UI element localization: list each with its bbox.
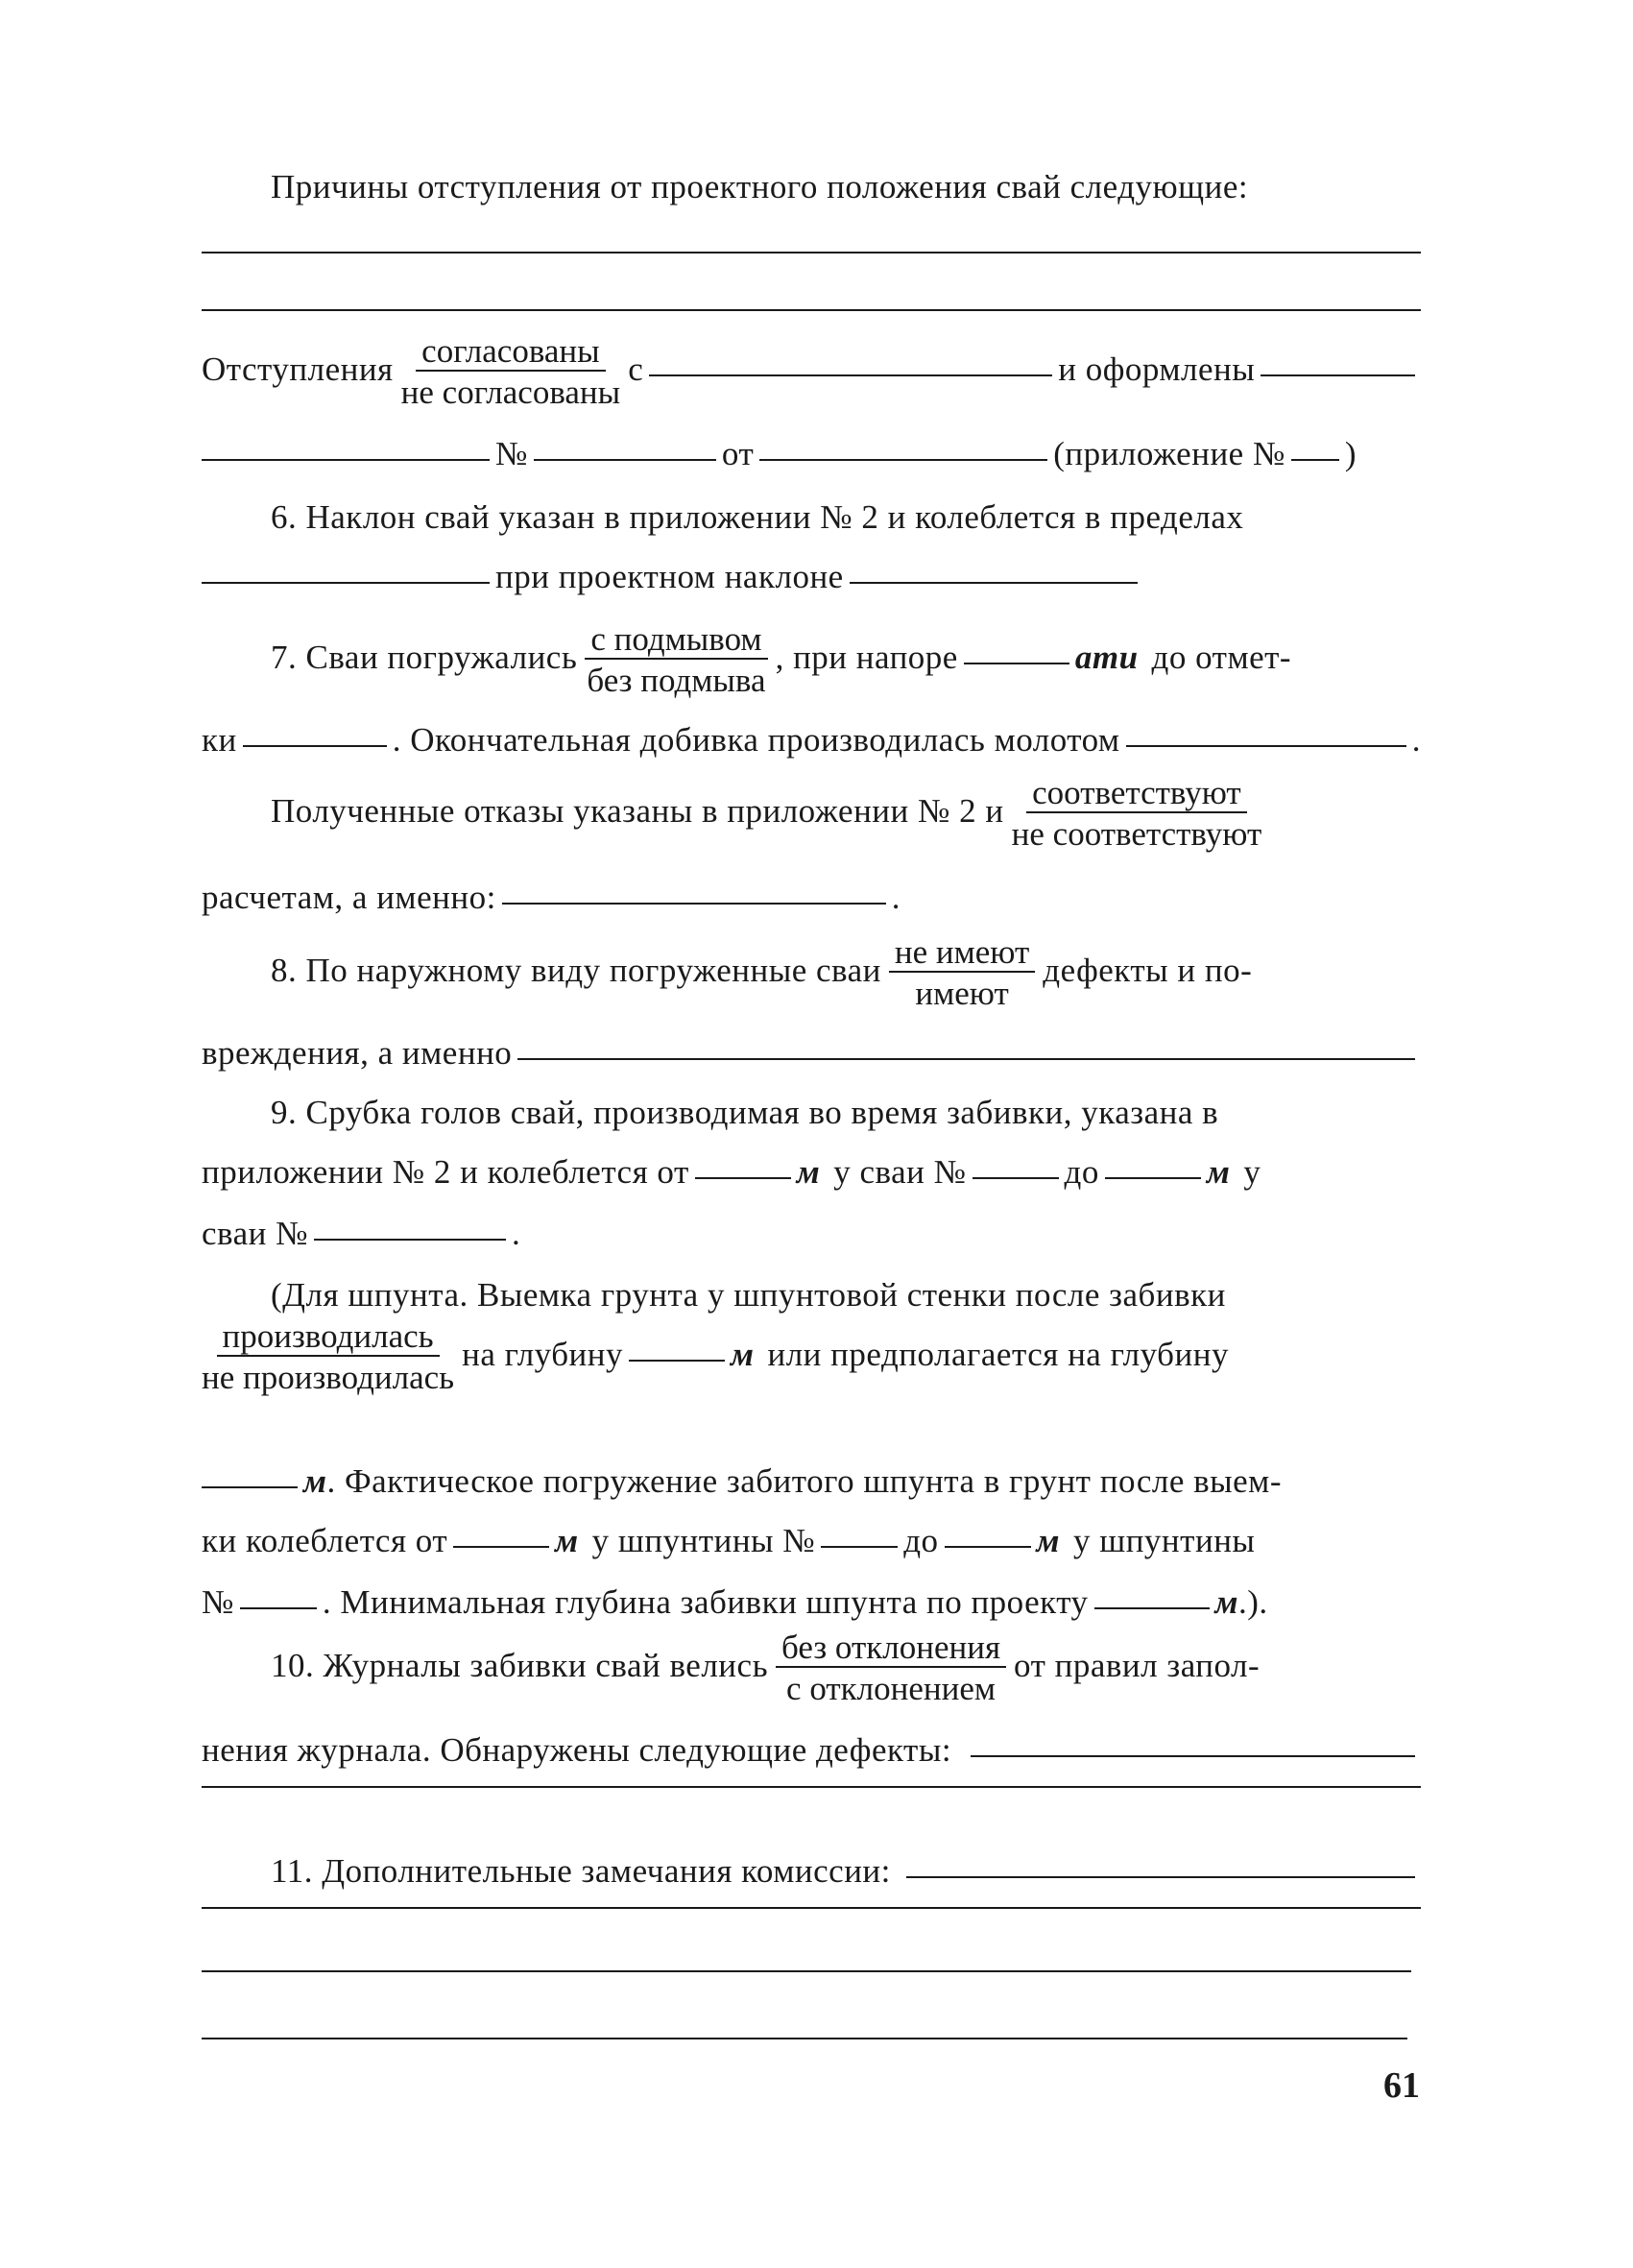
item-11-line (271, 1838, 1421, 1888)
unit-label: м (1036, 1522, 1060, 1559)
item-9-line (271, 1079, 1421, 1129)
item-9-cont (202, 1139, 1421, 1189)
deviation-fraction (776, 1630, 1006, 1705)
unit-label: м (731, 1336, 755, 1373)
to-label: до (903, 1522, 939, 1559)
number-sign: № (202, 1583, 234, 1621)
sheet-pile-line (271, 1262, 1421, 1312)
depth-label: на глубину (462, 1336, 623, 1373)
unit-label: м (555, 1522, 579, 1559)
fill-blank[interactable] (517, 1058, 1415, 1060)
unit-label: м (1206, 1153, 1231, 1191)
fill-blank[interactable] (202, 459, 490, 461)
fraction-numerator: производилась (217, 1319, 440, 1357)
unit-label: м (796, 1153, 821, 1191)
blank-line (202, 309, 1421, 311)
min-depth-label: . Минимальная глубина забивки шпунта по проекту (322, 1583, 1089, 1621)
refusals-line (271, 774, 1421, 853)
mark-label: до отмет- (1151, 639, 1292, 676)
document-ref-line (202, 421, 1421, 470)
unit-label: ати (1074, 639, 1139, 676)
item-8-cont (202, 1020, 1421, 1070)
blank-line (202, 2038, 1407, 2039)
period: . (1411, 721, 1421, 759)
fill-blank[interactable] (759, 459, 1047, 461)
fill-blank[interactable] (695, 1177, 791, 1179)
item-9-cont2 (202, 1200, 1421, 1250)
fill-blank[interactable] (850, 582, 1138, 584)
period: . (891, 879, 901, 916)
at-label: у (1243, 1153, 1261, 1191)
defects-label: дефекты и по- (1043, 952, 1253, 989)
from-label: от (721, 435, 755, 472)
fill-blank[interactable] (453, 1546, 549, 1548)
fill-blank[interactable] (314, 1239, 506, 1241)
blank-line (202, 1786, 1421, 1788)
damages-label: вреждения, а именно (202, 1034, 513, 1072)
fill-blank[interactable] (821, 1546, 898, 1548)
fraction-denominator: не соответствуют (1011, 815, 1262, 853)
blank-line (202, 252, 1421, 253)
actual-driving-label: . Фактическое погружение забитого шпунта в грунт после выем- (326, 1462, 1282, 1500)
fraction-denominator: с отклонением (786, 1670, 997, 1707)
item-7-line (271, 620, 1421, 699)
fill-blank[interactable] (971, 1755, 1415, 1757)
fill-blank[interactable] (973, 1177, 1059, 1179)
fill-blank[interactable] (649, 374, 1052, 376)
unit-label: м (303, 1462, 327, 1500)
with-label: с (628, 350, 644, 388)
fill-blank[interactable] (1291, 459, 1339, 461)
pile-no-label: сваи № (202, 1215, 309, 1252)
item-10-line (271, 1629, 1421, 1707)
excavation-fraction (202, 1319, 454, 1394)
item-8-text: 8. По наружному виду погруженные сваи (271, 952, 881, 989)
fraction-denominator: без подмыва (587, 662, 766, 699)
sheet-pile-actual-line (202, 1448, 1421, 1498)
fill-blank[interactable] (1126, 745, 1406, 747)
deviations-label: Отступления (202, 350, 394, 388)
sheet-pile-text: (Для шпунта. Выемка грунта у шпунтовой стенки после забивки (271, 1276, 1226, 1314)
period: . (512, 1215, 521, 1252)
calculations-label: расчетам, а именно: (202, 879, 496, 916)
sheet-pile-range-line (202, 1508, 1421, 1557)
causes-heading-line (271, 154, 1421, 204)
close-paren: .). (1238, 1583, 1268, 1621)
item-8-line (271, 933, 1421, 1012)
close-paren: ) (1344, 435, 1357, 472)
item-10-text: 10. Журналы забивки свай велись (271, 1647, 769, 1684)
sheet-pile-depth-line (202, 1317, 1421, 1396)
item-7-cont (202, 707, 1421, 757)
agreed-fraction (401, 334, 621, 409)
fill-blank[interactable] (964, 663, 1069, 664)
fill-blank[interactable] (629, 1360, 725, 1362)
item-7-cont-a: ки (202, 721, 237, 759)
fill-blank[interactable] (202, 582, 490, 584)
fill-blank[interactable] (1094, 1607, 1210, 1609)
item-6-text: 6. Наклон свай указан в приложении № 2 и колеблется в пределах (271, 498, 1244, 536)
defects-found-label: нения журнала. Обнаружены следующие дефекты: (202, 1731, 952, 1769)
fraction-numerator: не имеют (889, 935, 1035, 973)
unit-label: м (1214, 1583, 1239, 1621)
fill-blank[interactable] (1105, 1177, 1201, 1179)
fraction-denominator: имеют (915, 975, 1009, 1012)
fill-blank[interactable] (243, 745, 387, 747)
item-6-cont (202, 543, 1421, 593)
fill-blank[interactable] (945, 1546, 1031, 1548)
fill-blank[interactable] (502, 903, 886, 905)
page-number: 61 (1383, 2065, 1420, 2106)
fraction-numerator: с подмывом (585, 622, 767, 660)
appendix-label: (приложение № (1053, 435, 1285, 472)
item-7-text: 7. Сваи погружались (271, 639, 578, 676)
fill-blank[interactable] (906, 1876, 1415, 1878)
sheet-no-label: у шпунтины № (591, 1522, 816, 1559)
to-label: до (1064, 1153, 1099, 1191)
item-6-line (271, 484, 1421, 534)
pile-no-label: у сваи № (833, 1153, 967, 1191)
fraction-numerator: без отклонения (776, 1630, 1006, 1668)
expected-depth-label: или предполагается на глубину (767, 1336, 1229, 1373)
sheet-pile-min-line (202, 1569, 1421, 1619)
fraction-denominator: не согласованы (400, 374, 621, 411)
defects-fraction (889, 935, 1035, 1010)
fraction-numerator: согласованы (416, 334, 606, 372)
washing-fraction (585, 622, 767, 697)
formalized-label: и оформлены (1058, 350, 1256, 388)
item-11-text: 11. Дополнительные замечания комиссии: (271, 1852, 891, 1890)
item-9-text: 9. Срубка голов свай, производимая во время забивки, указана в (271, 1094, 1219, 1131)
blank-line (202, 1970, 1411, 1972)
design-slope-label: при проектном наклоне (495, 558, 844, 595)
pressure-label: , при напоре (775, 639, 958, 676)
causes-heading: Причины отступления от проектного положения свай следующие: (271, 168, 1249, 205)
correspond-fraction (1012, 776, 1262, 851)
fill-blank[interactable] (534, 459, 716, 461)
sheet-label: у шпунтины (1073, 1522, 1256, 1559)
deviations-line (202, 332, 1421, 411)
calculations-line (202, 864, 1421, 914)
fraction-denominator: не производилась (202, 1359, 455, 1396)
final-driving-label: . Окончательная добивка производилась молотом (392, 721, 1120, 759)
refusals-label: Полученные отказы указаны в приложении № 2 и (271, 792, 1004, 830)
blank-line (202, 1907, 1421, 1909)
item-9-range-label: приложении № 2 и колеблется от (202, 1153, 689, 1191)
rules-label: от правил запол- (1014, 1647, 1261, 1684)
range-label: ки колеблется от (202, 1522, 448, 1559)
item-10-cont (202, 1717, 1421, 1767)
fraction-numerator: соответствуют (1026, 776, 1247, 813)
number-sign: № (495, 435, 528, 472)
fill-blank[interactable] (240, 1607, 317, 1609)
fill-blank[interactable] (1261, 374, 1415, 376)
fill-blank[interactable] (202, 1486, 298, 1488)
